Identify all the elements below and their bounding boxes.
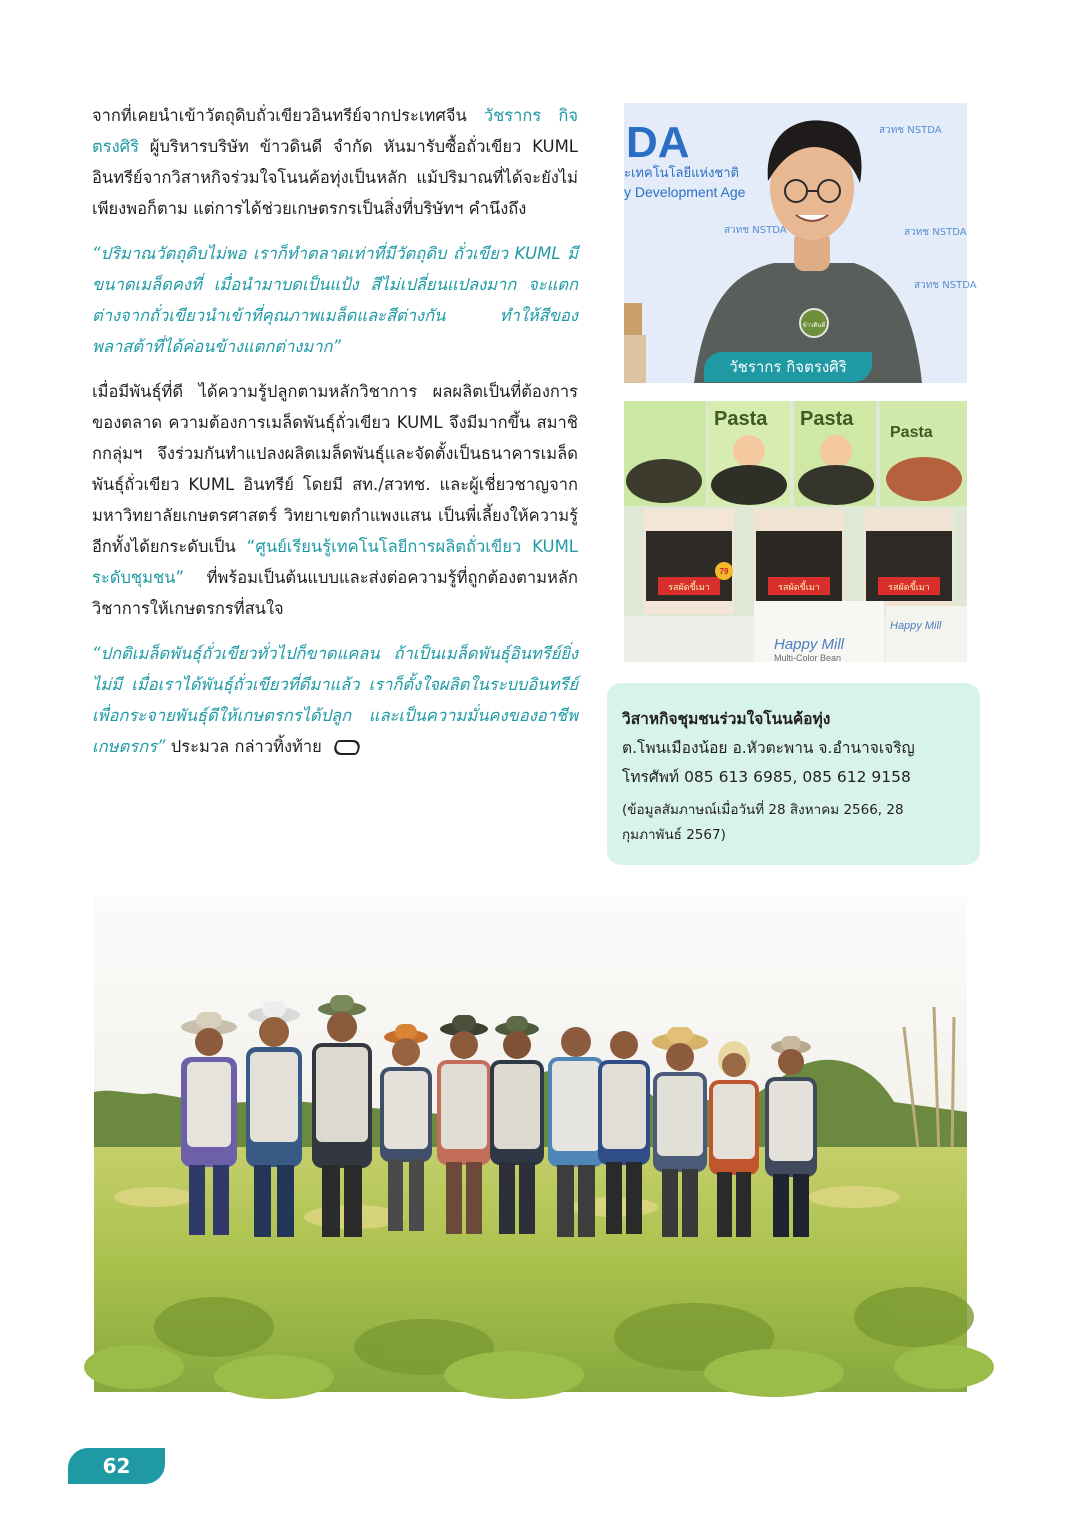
closing-name: ประมวล [165,737,230,756]
paragraph-2 [92,376,578,624]
person-name-highlight: วัชรากร กิจตรงศิริ [92,106,578,156]
backdrop-mark-4: สวทช NSTDA [914,280,977,291]
org-address: ต.โพนเมืองน้อย อ.หัวตะพาน จ.อำนาจเจริญ [622,739,915,757]
page-number: 62 [68,1448,165,1484]
pouch-price: 79 [719,567,729,576]
backdrop-thai-text: ะเทคโนโลยีแห่งชาติ [624,166,739,181]
org-phone: โทรศัพท์ 085 613 6985, 085 612 9158 [622,768,911,786]
box-brand-1: Happy Mill [774,636,845,653]
paragraph-1-text: จากที่เคยนำเข้าวัตถุดิบถั่วเขียวอินทรีย์จากประเทศจีน [92,106,484,125]
paragraph-2-rest: ที่พร้อมเป็นต้นแบบและส่งต่อความรู้ที่ถูกต้องตามหลักวิชาการให้เกษตรกรที่สนใจ [92,568,578,618]
products-illustration [624,401,967,662]
pouch-flavor-2: รสผัดขี้เมา [778,583,820,593]
pasta-label-1: Pasta [714,408,768,430]
products-photo [624,401,967,662]
group-illustration [94,897,967,1392]
quote-2: “ปกติเมล็ดพันธุ์ถั่วเขียวทั่วไปก็ขาดแคลน ถ้าเป็นเมล็ดพันธุ์อินทรีย์ยิ่งไม่มี เมื่อเราได้พันธุ์ถั่วเขียวที่ดีมาแล้ว เราก็ตั้งใจผลิตในระบบอินทรีย์เพื่อกระจายพันธุ์ดีให้เกษตรกรได้ปลูก และเป็นความมั่นคงของอาชีพเกษตรกร” [92,644,578,756]
backdrop-english-text: y Development Age [624,184,746,200]
article-body [92,100,578,776]
pouch-flavor-3: รสผัดขี้เมา [888,583,930,593]
pasta-label-2: Pasta [800,408,854,430]
backdrop-mark-2: สวทช NSTDA [904,227,967,238]
portrait-photo [624,103,977,383]
box-subtitle: Multi-Color Bean [774,653,842,663]
paragraph-1 [92,100,578,224]
closing-said: กล่าวทิ้งท้าย [229,737,322,756]
pouch-flavor-1: รสผัดขี้เมา [668,583,710,593]
contact-info-box [607,683,980,865]
backdrop-mark-1: สวทช NSTDA [879,125,942,136]
paragraph-2-text: เมื่อมีพันธุ์ที่ดี ได้ความรู้ปลูกตามหลักวิชาการ ผลผลิตเป็นที่ต้องการของตลาด ความต้องการเมล็ดพันธุ์ถั่วเขียว KUML จึงมีมากขึ้น สมาชิกกลุ่มฯ จึงร่วมกันทำแปลงผลิตเมล็ดพันธุ์และจัดตั้งเป็นธนาคารเมล็ดพันธุ์ถั่วเขียว KUML อินทรีย์ โดยมี สท./สวทช. และผู้เชี่ยวชาญจากมหาวิทยาลัยเกษตรศาสตร์ วิทยาเขตกำแพงแสน เป็นพี่เลี้ยงให้ความรู้ อีกทั้งได้ยกระดับเป็น [92,382,578,556]
org-name: วิสาหกิจชุมชนร่วมใจโนนค้อทุ่ง [622,710,831,728]
end-mark-icon [331,740,362,755]
pasta-label-3: Pasta [890,424,933,441]
quote-2-paragraph [92,638,578,762]
quote-1: “ปริมาณวัตถุดิบไม่พอ เราก็ทำตลาดเท่าที่มีวัตถุดิบ ถั่วเขียว KUML มีขนาดเมล็ดคงที่ เมื่อนำมาบดเป็นแป้ง สีไม่เปลี่ยนแปลงมาก จะแตกต่างจากถั่วเขียวนำเข้าที่คุณภาพเมล็ดและสีต่างกัน ทำให้สีของพลาสต้าที่ได้ค่อนข้างแตกต่างมาก” [92,244,578,356]
backdrop-logo: DA [626,118,690,167]
portrait-illustration [624,103,977,383]
portrait-caption: วัชรากร กิจตรงศิริ [704,352,872,382]
paragraph-1-rest: ผู้บริหารบริษัท ข้าวดินดี จำกัด หันมารับซื้อถั่วเขียว KUML อินทรีย์จากวิสาหกิจร่วมใจโนนค้อทุ่งเป็นหลัก แม้ปริมาณที่ได้จะยังไม่เพียงพอก็ตาม แต่การได้ช่วยเกษตรกรเป็นสิ่งที่บริษัทฯ คำนึงถึง [92,137,578,218]
center-name-highlight: “ศูนย์เรียนรู้เทคโนโลยีการผลิตถั่วเขียว KUML ระดับชุมชน” [92,537,578,587]
group-photo [94,897,967,1392]
shirt-badge-text: ข้าวดินดี [802,322,826,329]
box-brand-2: Happy Mill [890,620,942,632]
backdrop-mark-3: สวทช NSTDA [724,225,787,236]
interview-note: (ข้อมูลสัมภาษณ์เมื่อวันที่ 28 สิงหาคม 2566, 28 กุมภาพันธ์ 2567) [622,802,904,843]
